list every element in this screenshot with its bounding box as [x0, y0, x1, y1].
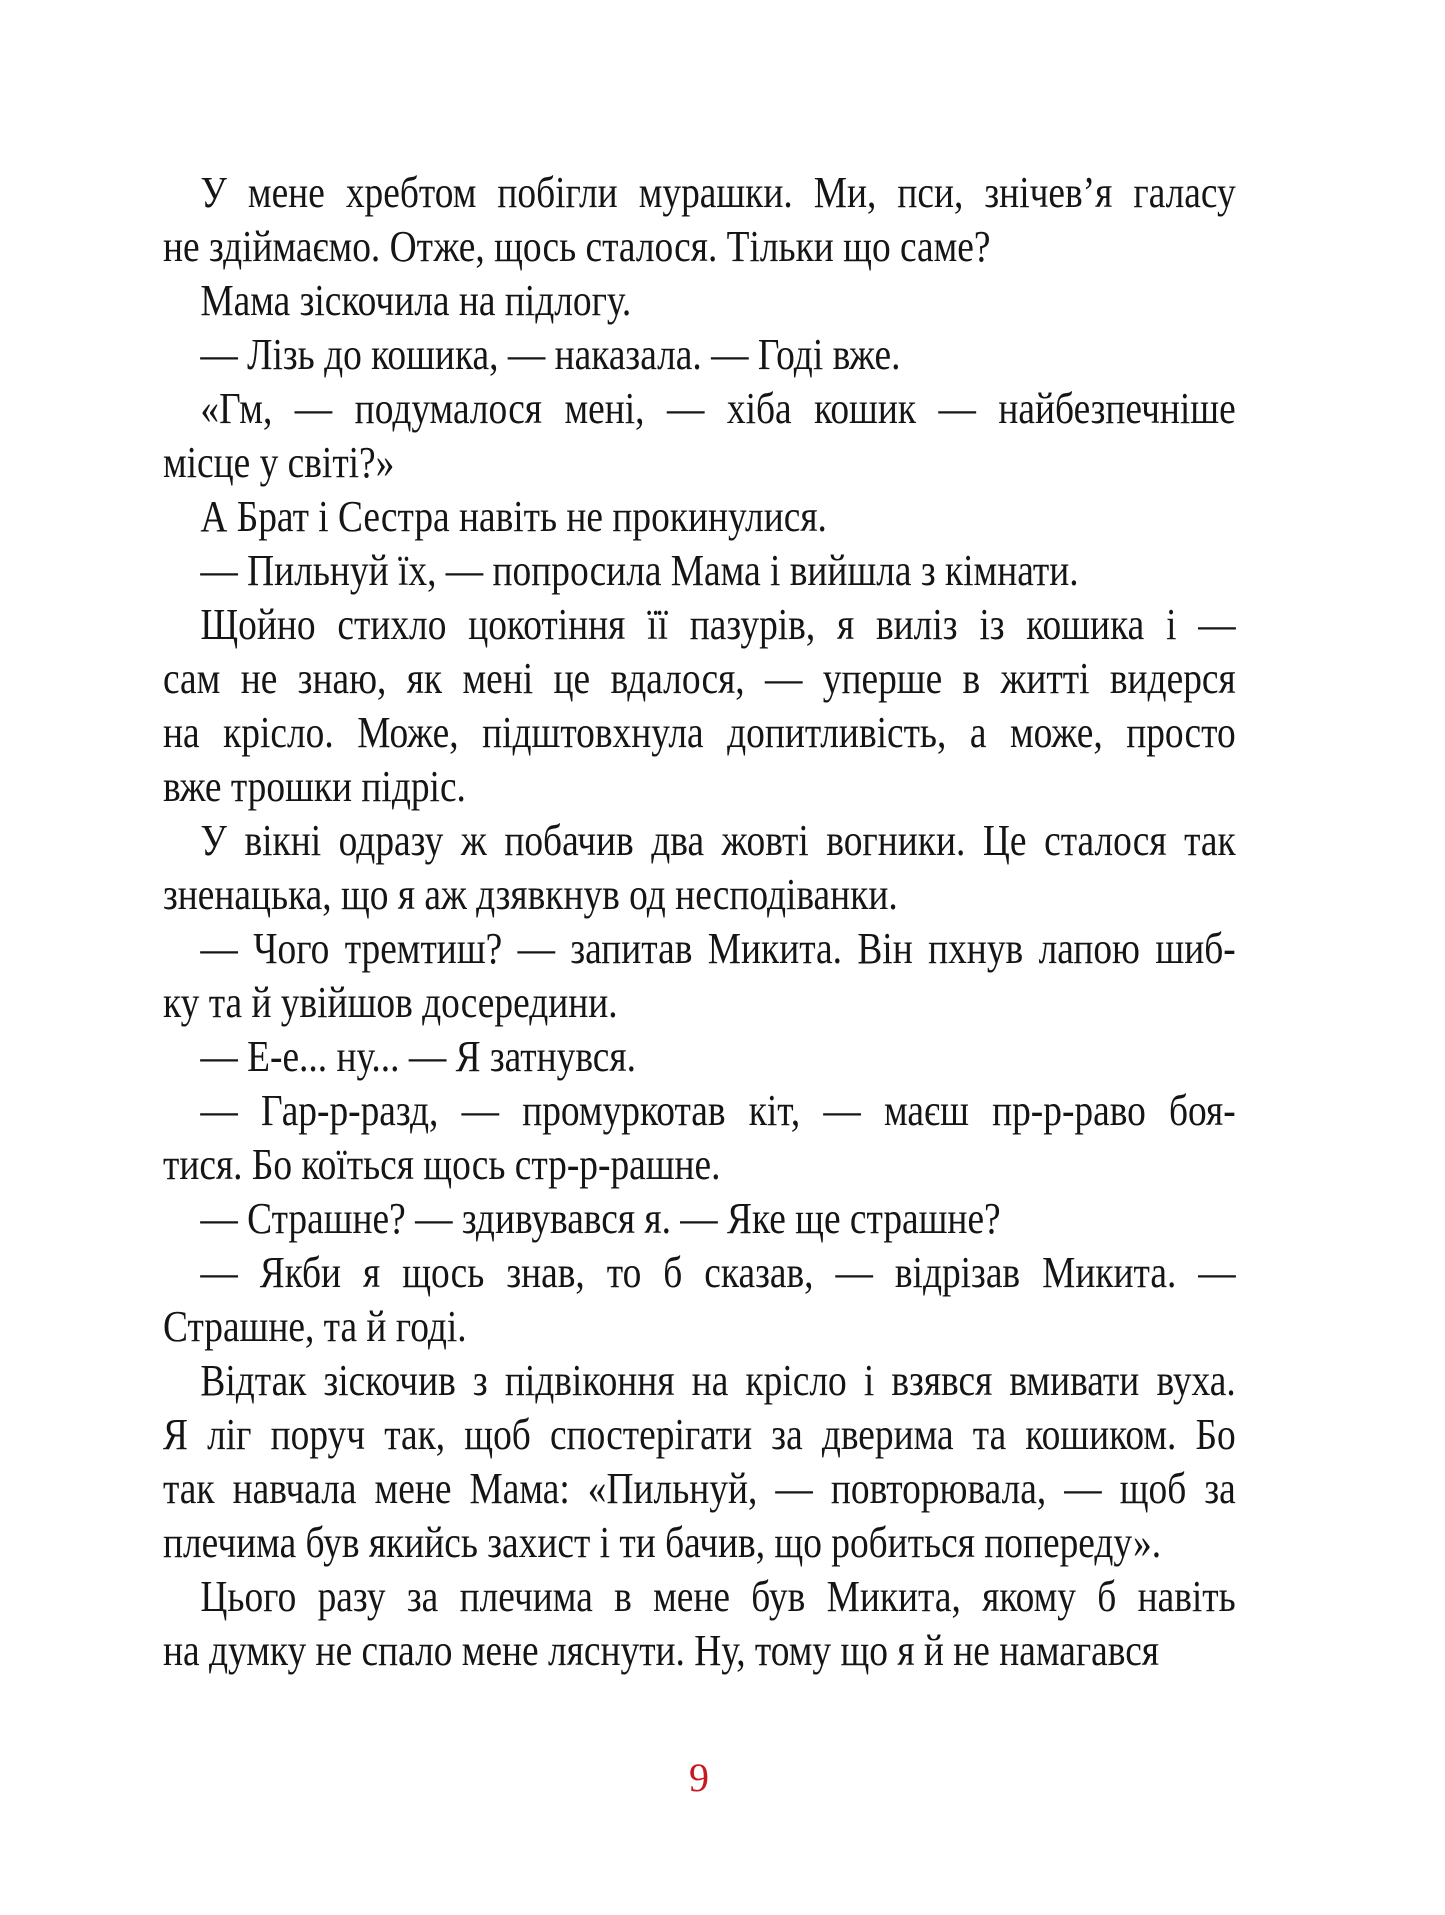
text-line: У вікні одразу ж побачив два жовті вогники. Це сталося так — [200, 816, 1236, 865]
text-line: «Гм, — подумалося мені, — хіба кошик — найбезпечніше — [200, 384, 1236, 433]
page-number: 9 — [689, 1755, 709, 1800]
text-line: так навчала мене Мама: «Пильнуй, — повторювала, — щоб за — [163, 1464, 1236, 1513]
text-line: на крісло. Може, підштовхнула допитливість, а може, просто — [163, 708, 1236, 757]
text-line: на думку не спало мене ляснути. Ну, тому що я й не намагався — [163, 1626, 1160, 1675]
text-line: Щойно стихло цокотіння її пазурів, я виліз із кошика і — — [200, 600, 1236, 649]
text-line: У мене хребтом побігли мурашки. Ми, пси, знічев’я галасу — [200, 168, 1236, 217]
text-line: — Якби я щось знав, то б сказав, — відрізав Микита. — — [200, 1248, 1236, 1297]
text-line: Мама зіскочила на підлогу. — [200, 276, 632, 325]
text-block — [163, 166, 1235, 1678]
text-line: Страшне, та й годі. — [163, 1302, 467, 1351]
text-line: Цього разу за плечима в мене був Микита, якому б навіть — [200, 1572, 1236, 1621]
text-line: зненацька, що я аж дзявкнув од несподіванки. — [163, 870, 898, 919]
text-line: — Гар-р-разд, — промуркотав кіт, — маєш пр-р-раво боя- — [200, 1086, 1236, 1135]
text-line: — Страшне? — здивувався я. — Яке ще страшне? — [200, 1194, 1001, 1243]
text-line: — Чого тремтиш? — запитав Микита. Він пхнув лапою шиб- — [200, 924, 1236, 973]
text-line: вже трошки підріс. — [163, 762, 466, 811]
text-line: Я ліг поруч так, щоб спостерігати за дверима та кошиком. Бо — [163, 1410, 1236, 1459]
text-line: не здіймаємо. Отже, щось сталося. Тільки що саме? — [163, 222, 991, 271]
text-line: місце у світі?» — [163, 438, 395, 487]
text-line: — Е-е... ну... — Я затнувся. — [200, 1032, 636, 1081]
text-line: Відтак зіскочив з підвіконня на крісло і взявся вмивати вуха. — [200, 1356, 1236, 1405]
text-line: — Пильнуй їх, — попросила Мама і вийшла з кімнати. — [200, 546, 1079, 595]
text-column — [163, 166, 1236, 1678]
text-line: ку та й увійшов досередини. — [163, 978, 618, 1027]
text-line: плечима був якийсь захист і ти бачив, що робиться попереду». — [163, 1518, 1162, 1567]
text-line: тися. Бо коїться щось стр-р-рашне. — [163, 1140, 721, 1189]
text-line: — Лізь до кошика, — наказала. — Годі вже. — [200, 330, 901, 379]
text-line: А Брат і Сестра навіть не прокинулися. — [200, 492, 827, 541]
text-line: сам не знаю, як мені це вдалося, — уперше в житті видерся — [163, 654, 1236, 703]
